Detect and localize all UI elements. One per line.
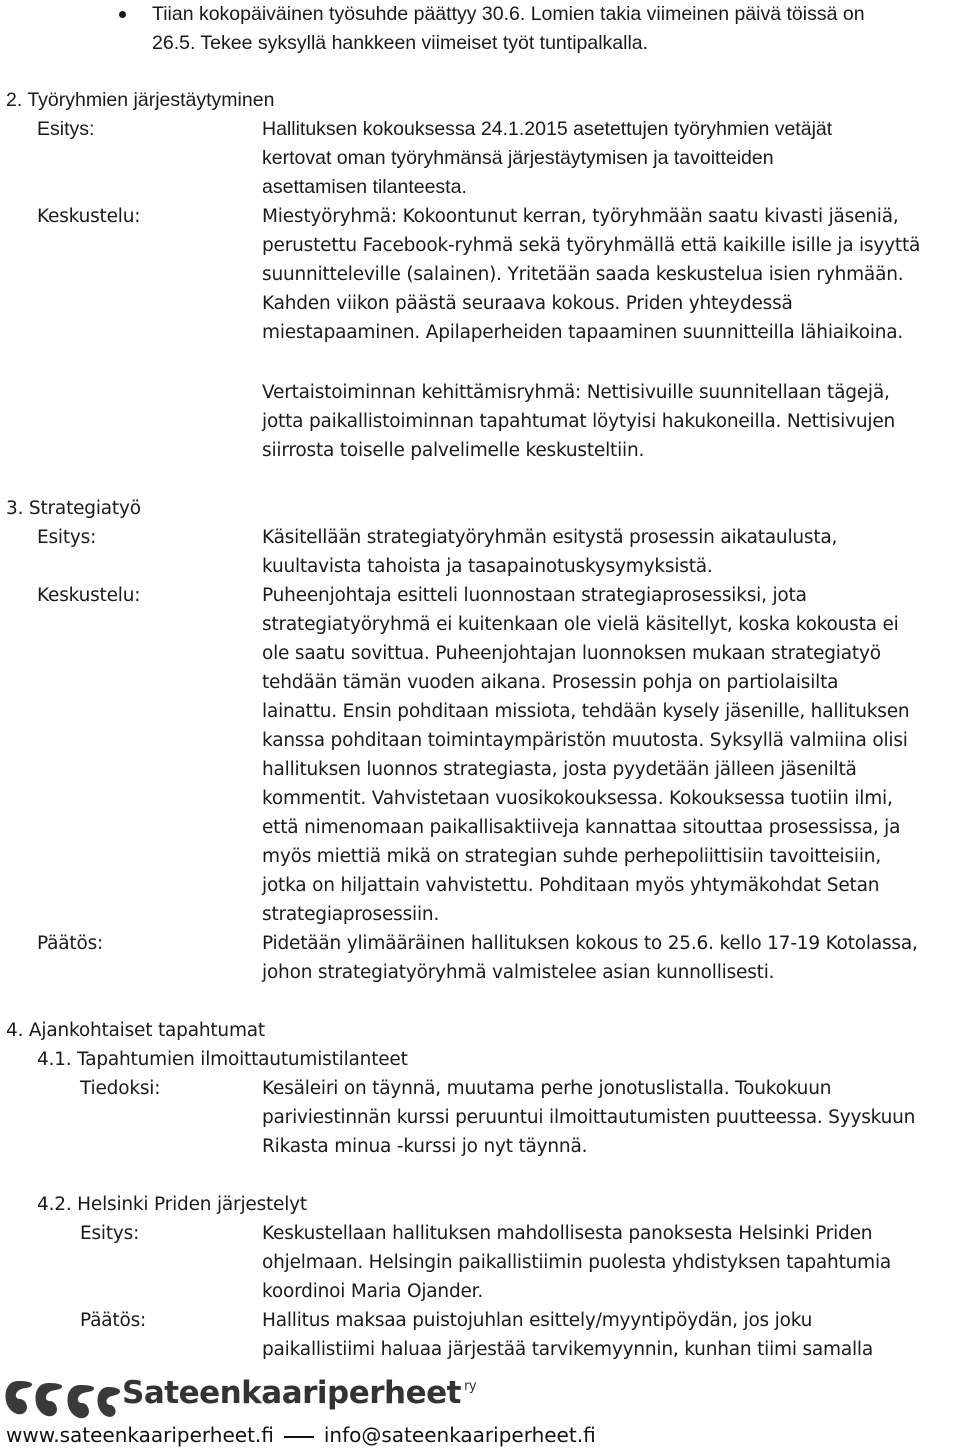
section-3-keskustelu-line: myös miettiä mikä on strategian suhde perhepoliittisiin tavoitteisiin, <box>262 846 882 867</box>
section-2-keskustelu-line: miestapaaminen. Apilaperheiden tapaaminen suunnitteilla lähiaikoina. <box>262 322 904 343</box>
section-2-esitys-line: asettamisen tilanteesta. <box>262 176 467 198</box>
section-2-vertais-line: jotta paikallistoiminnan tapahtumat löytyisi hakukoneilla. Nettisivujen <box>262 411 896 432</box>
separator-dash <box>284 1436 314 1438</box>
section-3-esitys-label: Esitys: <box>37 527 97 548</box>
section-4-1-tiedoksi-line: Kesäleiri on täynnä, muutama perhe jonotuslistalla. Toukokuun <box>262 1078 832 1099</box>
section-4-1-tiedoksi-line: pariviestinnän kurssi peruuntui ilmoittautumisten puutteessa. Syyskuun <box>262 1107 916 1128</box>
section-4-2-paatos-label: Päätös: <box>80 1310 147 1331</box>
bullet-text-line-2: 26.5. Tekee syksyllä hankkeen viimeiset työt tuntipalkalla. <box>152 32 649 54</box>
section-3-keskustelu-line: Puheenjohtaja esitteli luonnostaan strategiaprosessiksi, jota <box>262 585 807 606</box>
section-3-paatos-line: Pidetään ylimääräinen hallituksen kokous to 25.6. kello 17-19 Kotolassa, <box>262 933 918 954</box>
section-2-keskustelu-label: Keskustelu: <box>37 206 141 227</box>
brand-text: Sateenkaariperheet <box>122 1375 461 1411</box>
section-3-keskustelu-line: strategiatyöryhmä ei kuitenkaan ole vielä käsitellyt, koska kokousta ei <box>262 614 899 635</box>
email-link[interactable]: info@sateenkaariperheet.fi <box>323 1423 596 1447</box>
section-2-esitys-label: Esitys: <box>37 118 95 140</box>
section-3-keskustelu-line: tehdään tämän vuoden aikana. Prosessin pohja on partiolaisilta <box>262 672 839 693</box>
section-4-2-paatos-line: Hallitus maksaa puistojuhlan esittely/myyntipöydän, jos joku <box>262 1310 813 1331</box>
section-4-2-esitys-line: Keskustellaan hallituksen mahdollisesta panoksesta Helsinki Priden <box>262 1223 873 1244</box>
contact-line <box>6 1423 596 1447</box>
website-link[interactable]: www.sateenkaariperheet.fi <box>6 1423 274 1447</box>
section-3-keskustelu-line: hallituksen luonnos strategiasta, josta pyydetään jälleen jäseniltä <box>262 759 857 780</box>
section-3-heading: 3. Strategiatyö <box>6 498 141 519</box>
logo-icon <box>4 1377 122 1421</box>
section-3-keskustelu-line: jotka on hiljattain vahvistettu. Pohditaan myös yhtymäkohdat Setan <box>262 875 880 896</box>
section-2-keskustelu-line: Kahden viikon päästä seuraava kokous. Priden yhteydessä <box>262 293 793 314</box>
section-2-vertais-line: siirrosta toiselle palvelimelle keskusteltiin. <box>262 440 645 461</box>
section-2-esitys-line: kertovat oman työryhmänsä järjestäytymisen ja tavoitteiden <box>262 147 774 169</box>
section-3-keskustelu-line: kanssa pohditaan toimintaympäristön muutosta. Syksyllä valmiina olisi <box>262 730 908 751</box>
section-2-keskustelu-line: Miestyöryhmä: Kokoontunut kerran, työryhmään saatu kivasti jäseniä, <box>262 206 899 227</box>
section-3-keskustelu-line: lainattu. Ensin pohditaan missiota, tehdään kysely jäsenille, hallituksen <box>262 701 910 722</box>
section-2-keskustelu-line: perustettu Facebook-ryhmä sekä työryhmällä että kaikille isille ja isyyttä <box>262 235 921 256</box>
section-2-vertais-line: Vertaistoiminnan kehittämisryhmä: Nettisivuille suunnitellaan tägejä, <box>262 382 890 403</box>
section-2-esitys-line: Hallituksen kokouksessa 24.1.2015 asetettujen työryhmien vetäjät <box>262 118 833 140</box>
section-2-keskustelu-line: suunnitteleville (salainen). Yritetään saada keskustelua isien ryhmään. <box>262 264 904 285</box>
section-4-2-esitys-line: ohjelmaan. Helsingin paikallistiimin puolesta yhdistyksen tapahtumia <box>262 1252 892 1273</box>
section-4-1-tiedoksi-line: Rikasta minua -kurssi jo nyt täynnä. <box>262 1136 588 1157</box>
section-3-keskustelu-line: ole saatu sovittua. Puheenjohtajan luonnoksen mukaan strategiatyö <box>262 643 881 664</box>
section-4-2-esitys-line: koordinoi Maria Ojander. <box>262 1281 484 1302</box>
section-4-1-heading: 4.1. Tapahtumien ilmoittautumistilanteet <box>37 1049 408 1070</box>
section-2-heading: 2. Työryhmien järjestäytyminen <box>6 89 275 111</box>
section-3-keskustelu-line: strategiaprosessiin. <box>262 904 440 925</box>
section-3-paatos-label: Päätös: <box>37 933 104 954</box>
section-3-keskustelu-label: Keskustelu: <box>37 585 141 606</box>
bullet-text-line-1: Tiian kokopäiväinen työsuhde päättyy 30.6. Lomien takia viimeinen päivä töissä on <box>152 3 865 25</box>
section-3-paatos-line: johon strategiatyöryhmä valmistelee asian kunnollisesti. <box>262 962 775 983</box>
section-4-2-esitys-label: Esitys: <box>80 1223 140 1244</box>
section-3-esitys-line: kuultavista tahoista ja tasapainotuskysymyksistä. <box>262 556 713 577</box>
section-3-keskustelu-line: että nimenomaan paikallisaktiiveja kannattaa sitouttaa prosessissa, ja <box>262 817 901 838</box>
section-4-heading: 4. Ajankohtaiset tapahtumat <box>6 1020 265 1041</box>
section-4-1-tiedoksi-label: Tiedoksi: <box>80 1078 161 1099</box>
section-4-2-heading: 4.2. Helsinki Priden järjestelyt <box>37 1194 307 1215</box>
section-3-keskustelu-line: kommentit. Vahvistetaan vuosikokouksessa. Kokouksessa tuotiin ilmi, <box>262 788 893 809</box>
brand-suffix: ry <box>464 1379 477 1394</box>
footer <box>0 1373 960 1453</box>
section-3-esitys-line: Käsitellään strategiatyöryhmän esitystä prosessin aikataulusta, <box>262 527 838 548</box>
section-4-2-paatos-line: paikallistiimi haluaa järjestää tarvikemyynnin, kunhan tiimi samalla <box>262 1339 874 1360</box>
bullet-dot <box>119 11 126 18</box>
brand-name <box>122 1375 476 1411</box>
